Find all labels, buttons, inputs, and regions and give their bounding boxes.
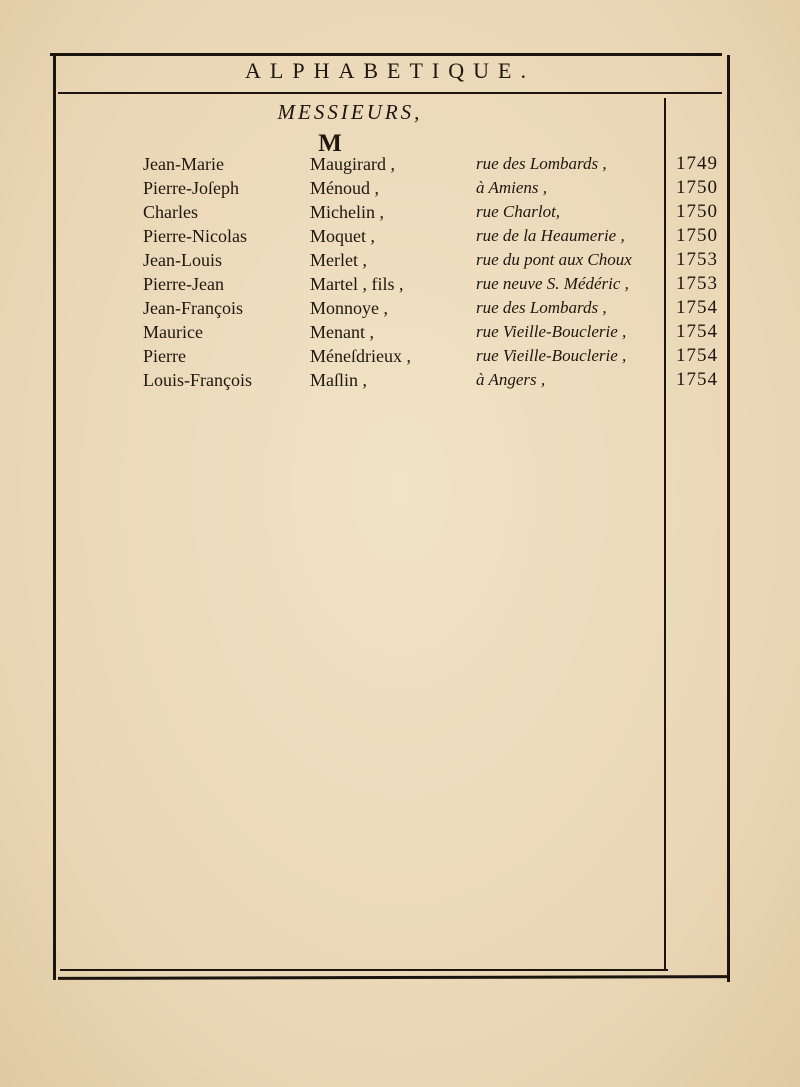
list-item <box>0 272 800 296</box>
list-item <box>0 248 800 272</box>
address: à Amiens , <box>476 178 547 197</box>
address: rue des Lombards , <box>476 298 607 317</box>
list-item <box>0 200 800 224</box>
address: rue Vieille-Bouclerie , <box>476 346 627 365</box>
year: 1749 <box>676 153 718 174</box>
surname: Maugirard , <box>310 154 395 174</box>
first-name: Louis-François <box>143 370 252 390</box>
address: à Angers , <box>476 370 546 389</box>
address: rue des Lombards , <box>476 154 607 173</box>
list-item <box>0 296 800 320</box>
surname: Merlet , <box>310 250 367 270</box>
surname: Martel , fils , <box>310 274 404 294</box>
address: rue du pont aux Choux <box>476 250 632 269</box>
surname: Moquet , <box>310 226 375 246</box>
surname: Ménoud , <box>310 178 379 198</box>
first-name: Charles <box>143 202 198 222</box>
top-border-rule <box>50 53 722 56</box>
first-name: Maurice <box>143 322 203 342</box>
entries-list <box>0 152 800 392</box>
list-item <box>0 224 800 248</box>
section-heading: MESSIEURS, <box>277 100 423 124</box>
list-item <box>0 152 800 176</box>
address: rue neuve S. Médéric , <box>476 274 629 293</box>
first-name: Pierre-Joſeph <box>143 178 239 198</box>
header-divider-rule <box>58 92 722 94</box>
address: rue Charlot, <box>476 202 561 221</box>
list-item <box>0 176 800 200</box>
bottom-inner-rule <box>60 969 668 971</box>
alphabet-letter: M <box>318 130 342 157</box>
first-name: Jean-Louis <box>143 250 222 270</box>
year: 1753 <box>676 249 718 270</box>
surname: Monnoye , <box>310 298 388 318</box>
year: 1754 <box>676 345 718 366</box>
list-item <box>0 320 800 344</box>
address: rue de la Heaumerie , <box>476 226 625 245</box>
first-name: Pierre <box>143 346 186 366</box>
address: rue Vieille-Bouclerie , <box>476 322 627 341</box>
surname: Méneſdrieux , <box>310 346 411 366</box>
year: 1753 <box>676 273 718 294</box>
year: 1750 <box>676 201 718 222</box>
year: 1754 <box>676 297 718 318</box>
year: 1754 <box>676 321 718 342</box>
surname: Menant , <box>310 322 374 342</box>
year: 1754 <box>676 369 718 390</box>
list-item <box>0 344 800 368</box>
list-item <box>0 368 800 392</box>
first-name: Pierre-Jean <box>143 274 224 294</box>
bottom-border-rule <box>58 975 730 980</box>
surname: Michelin , <box>310 202 384 222</box>
surname: Maſlin , <box>310 370 367 390</box>
year: 1750 <box>676 225 718 246</box>
running-header: ALPHABETIQUE. <box>245 58 535 83</box>
first-name: Jean-François <box>143 298 243 318</box>
first-name: Pierre-Nicolas <box>143 226 247 246</box>
first-name: Jean-Marie <box>143 154 224 174</box>
year: 1750 <box>676 177 718 198</box>
